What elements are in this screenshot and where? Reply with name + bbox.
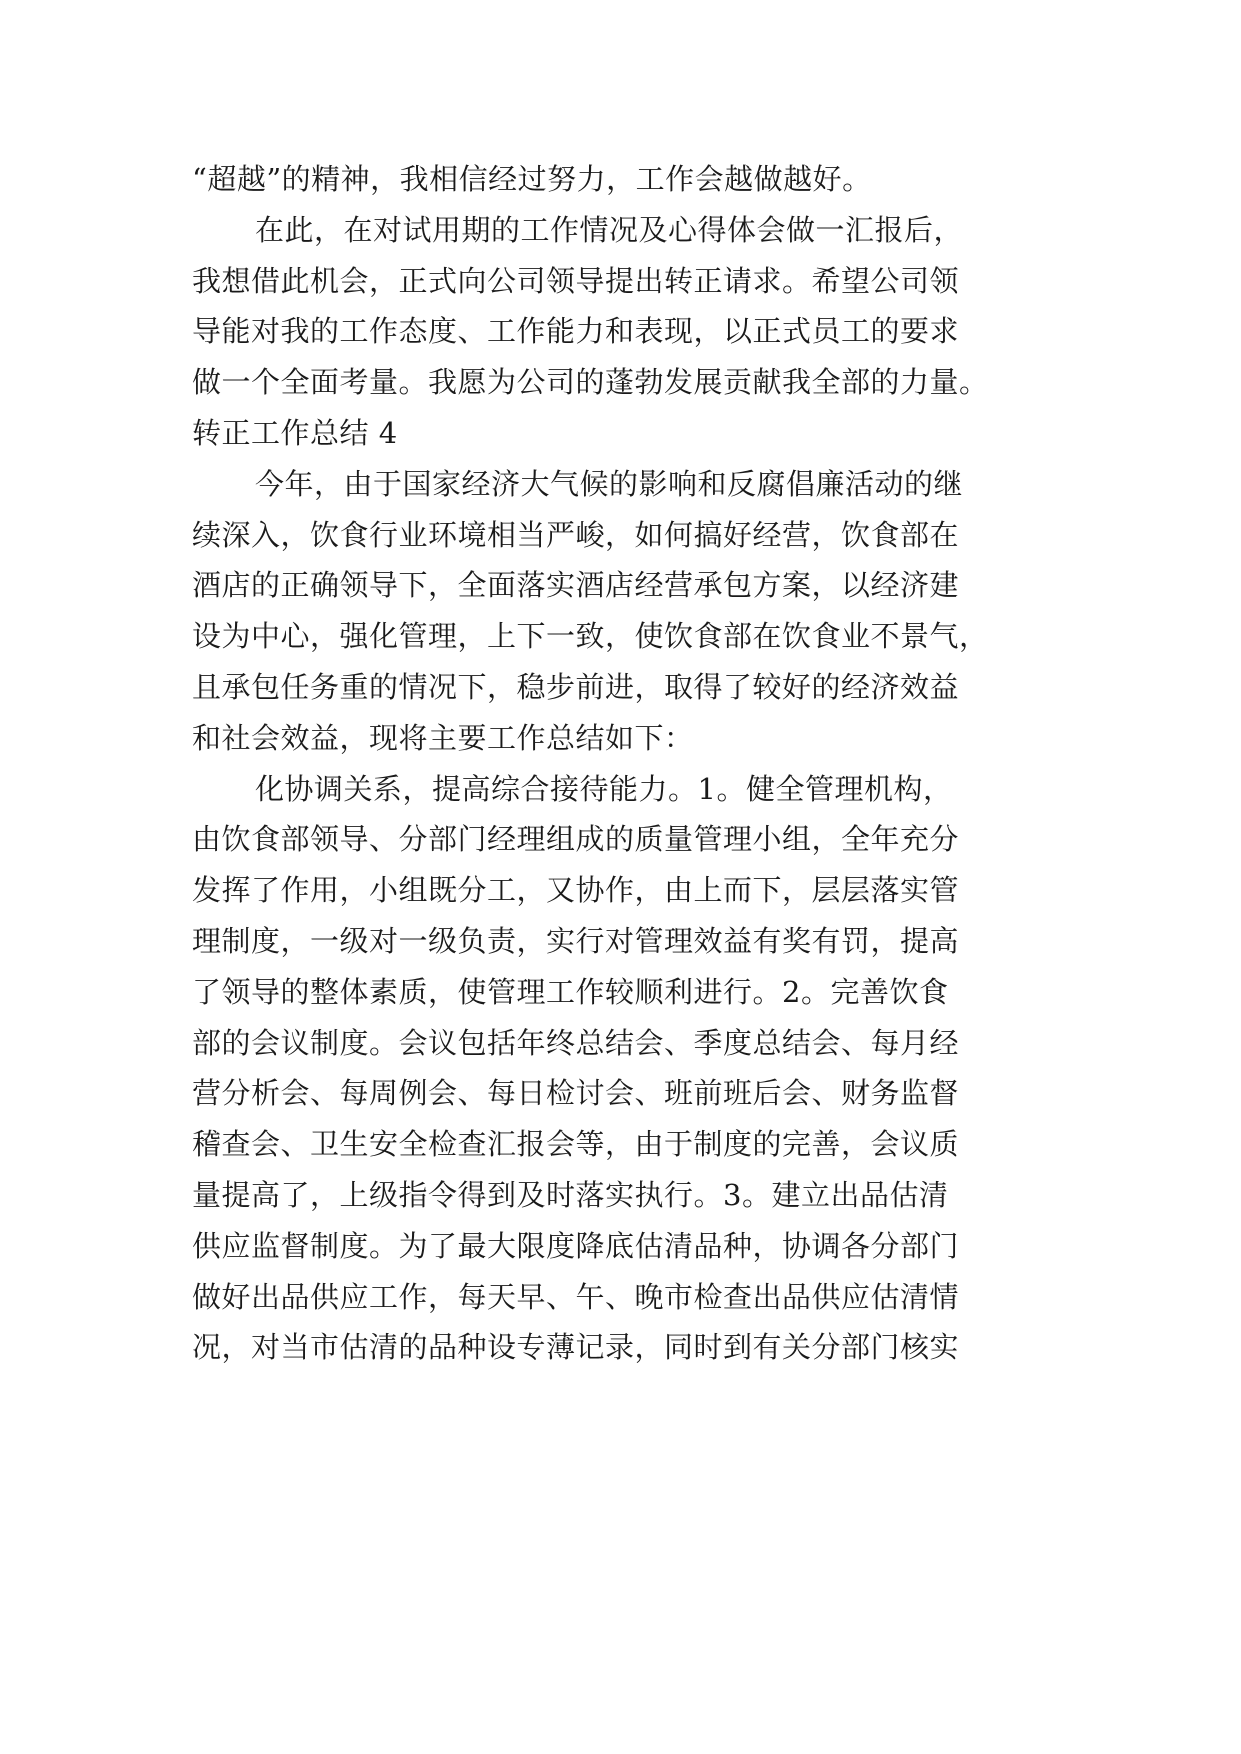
- text-line: 和社会效益，现将主要工作总结如下：: [192, 720, 694, 755]
- text-line: 理制度，一级对一级负责，实行对管理效益有奖有罚，提高: [192, 923, 960, 958]
- text-line: 做好出品供应工作，每天早、午、晚市检查出品供应估清情: [192, 1279, 960, 1314]
- text-line: 酒店的正确领导下，全面落实酒店经营承包方案，以经济建: [192, 568, 960, 603]
- text-line: 设为中心，强化管理，上下一致，使饮食部在饮食业不景气，: [192, 619, 989, 654]
- text-line: 量提高了，上级指令得到及时落实执行。3。建立出品估清: [192, 1177, 949, 1212]
- text-line: 转正工作总结 4: [192, 415, 398, 450]
- text-line: 部的会议制度。会议包括年终总结会、季度总结会、每月经: [192, 1025, 960, 1060]
- text-line: 了领导的整体素质，使管理工作较顺利进行。2。完善饮食: [192, 974, 949, 1009]
- text-line: 今年，由于国家经济大气候的影响和反腐倡廉活动的继: [255, 466, 964, 501]
- text-line: 续深入，饮食行业环境相当严峻，如何搞好经营，饮食部在: [192, 517, 960, 552]
- text-line: 做一个全面考量。我愿为公司的蓬勃发展贡献我全部的力量。: [192, 365, 989, 400]
- body-text: [192, 154, 1052, 1373]
- text-line: 我想借此机会，正式向公司领导提出转正请求。希望公司领: [192, 263, 960, 298]
- text-line: 导能对我的工作态度、工作能力和表现，以正式员工的要求: [192, 314, 960, 349]
- text-line: 在此，在对试用期的工作情况及心得体会做一汇报后，: [255, 212, 964, 247]
- text-line: 发挥了作用，小组既分工，又协作，由上而下，层层落实管: [192, 873, 960, 908]
- text-line: 供应监督制度。为了最大限度降底估清品种，协调各分部门: [192, 1228, 960, 1263]
- text-line: 化协调关系，提高综合接待能力。1。健全管理机构，: [255, 771, 953, 806]
- text-line: 况，对当市估清的品种设专薄记录，同时到有关分部门核实: [192, 1330, 960, 1365]
- text-line: “超越”的精神，我相信经过努力，工作会越做越好。: [192, 162, 872, 196]
- text-line: 稽查会、卫生安全检查汇报会等，由于制度的完善，会议质: [192, 1127, 960, 1162]
- text-line: 由饮食部领导、分部门经理组成的质量管理小组，全年充分: [192, 822, 960, 857]
- text-line: 且承包任务重的情况下，稳步前进，取得了较好的经济效益: [192, 669, 960, 704]
- text-line: 营分析会、每周例会、每日检讨会、班前班后会、财务监督: [192, 1076, 960, 1111]
